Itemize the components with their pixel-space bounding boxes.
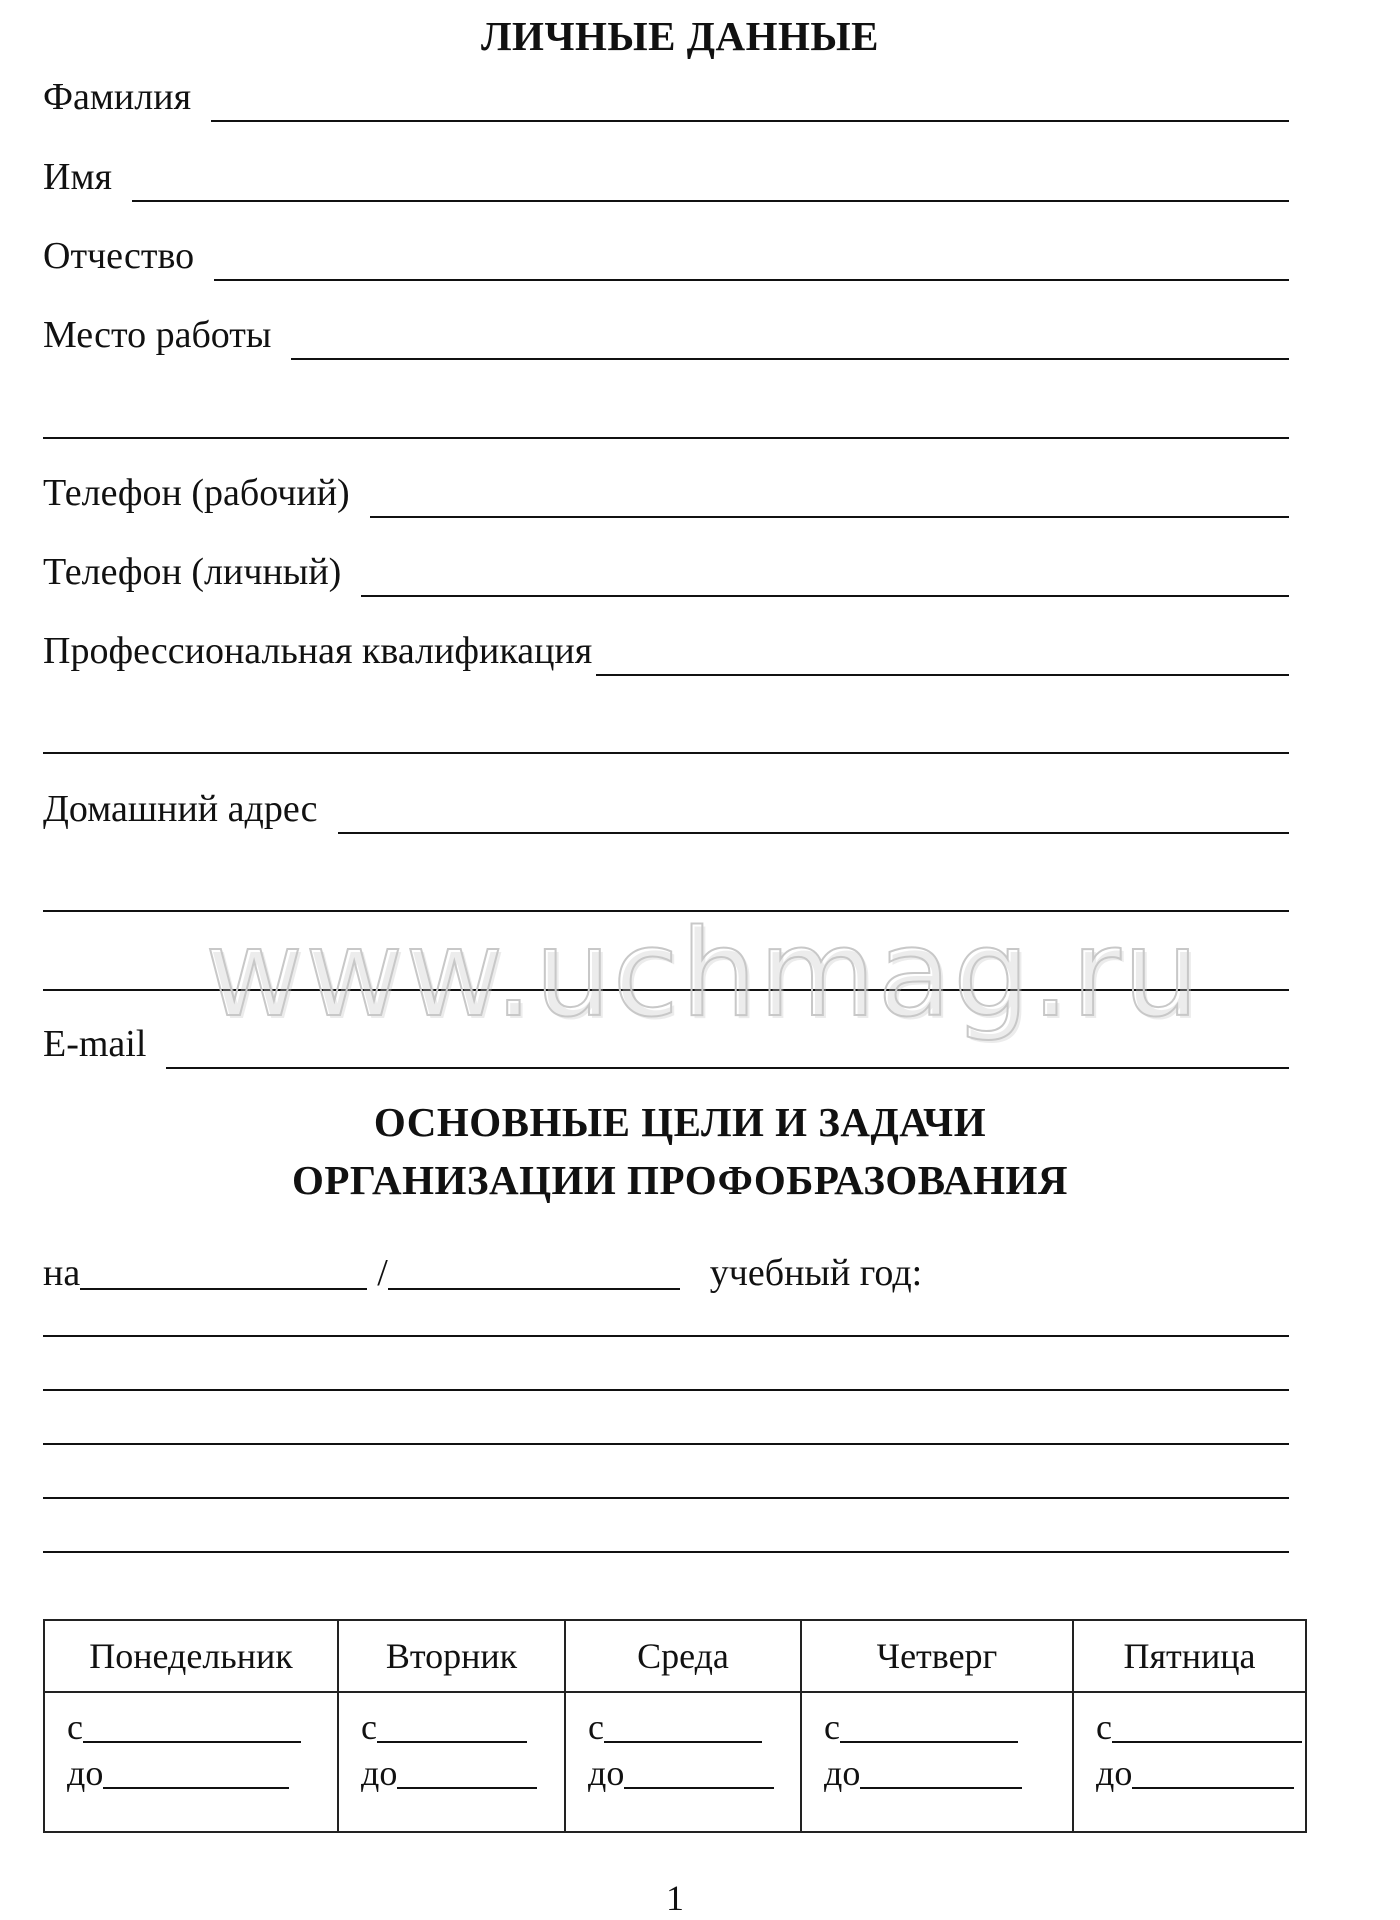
workplace-label: Место работы: [43, 314, 272, 356]
schedule-header-row: [44, 1620, 1306, 1692]
goals-line-1[interactable]: [43, 1335, 1289, 1337]
to-label: до: [824, 1753, 861, 1793]
wednesday-from-field[interactable]: [604, 1739, 762, 1743]
goals-line-5[interactable]: [43, 1551, 1289, 1553]
tuesday-to-field[interactable]: [397, 1785, 537, 1789]
day-header-tuesday: Вторник: [338, 1620, 565, 1692]
from-label: с: [1096, 1707, 1112, 1747]
day-header-thursday: Четверг: [801, 1620, 1073, 1692]
watermark: www.uchmag.ru: [205, 905, 1201, 1044]
email-field[interactable]: [166, 1065, 1289, 1069]
phone-work-field[interactable]: [370, 514, 1289, 518]
phone-personal-field[interactable]: [361, 593, 1289, 597]
name-row: [43, 142, 1289, 202]
email-label: E-mail: [43, 1023, 147, 1065]
thursday-to-field[interactable]: [860, 1785, 1022, 1789]
home-address-field-line-3[interactable]: [43, 989, 1289, 991]
year-prefix: на: [43, 1252, 81, 1294]
surname-field[interactable]: [211, 118, 1289, 122]
schedule-cell-tuesday: [338, 1692, 565, 1832]
goals-title-line1: ОСНОВНЫЕ ЦЕЛИ И ЗАДАЧИ: [373, 1099, 987, 1145]
home-address-field[interactable]: [338, 830, 1290, 834]
qualification-field[interactable]: [596, 672, 1289, 676]
monday-to-field[interactable]: [103, 1785, 289, 1789]
patronymic-row: [43, 221, 1289, 281]
qualification-row: [43, 616, 1289, 676]
to-label: до: [1096, 1753, 1133, 1793]
year-start-field[interactable]: [80, 1280, 367, 1290]
year-suffix: учебный год:: [709, 1252, 923, 1294]
home-address-row: [43, 774, 1289, 834]
year-end-field[interactable]: [388, 1280, 680, 1290]
wednesday-to-field[interactable]: [624, 1785, 774, 1789]
schedule-cell-monday: [44, 1692, 338, 1832]
from-label: с: [588, 1707, 604, 1747]
workplace-field-line-2[interactable]: [43, 437, 1289, 439]
email-row: [43, 1009, 1289, 1069]
surname-row: [43, 62, 1289, 122]
friday-from-field[interactable]: [1112, 1739, 1302, 1743]
goals-line-3[interactable]: [43, 1443, 1289, 1445]
day-header-wednesday: Среда: [565, 1620, 801, 1692]
day-header-monday: Понедельник: [44, 1620, 338, 1692]
home-address-field-line-2[interactable]: [43, 910, 1289, 912]
name-label: Имя: [43, 156, 112, 198]
personal-data-title: ЛИЧНЫЕ ДАННЫЕ: [481, 13, 879, 59]
schedule-cell-friday: [1073, 1692, 1306, 1832]
qualification-field-line-2[interactable]: [43, 752, 1289, 754]
weekly-schedule-table: [43, 1619, 1307, 1833]
academic-year-row: [43, 1238, 922, 1298]
phone-work-row: [43, 458, 1289, 518]
patronymic-label: Отчество: [43, 235, 195, 277]
phone-personal-row: [43, 537, 1289, 597]
name-field[interactable]: [132, 198, 1289, 202]
to-label: до: [361, 1753, 398, 1793]
thursday-from-field[interactable]: [840, 1739, 1018, 1743]
schedule-time-row: [44, 1692, 1306, 1832]
phone-work-label: Телефон (рабочий): [43, 472, 350, 514]
from-label: с: [361, 1707, 377, 1747]
from-label: с: [824, 1707, 840, 1747]
page-number: 1: [666, 1878, 684, 1918]
goals-line-2[interactable]: [43, 1389, 1289, 1391]
schedule-cell-thursday: [801, 1692, 1073, 1832]
surname-label: Фамилия: [43, 76, 192, 118]
phone-personal-label: Телефон (личный): [43, 551, 342, 593]
monday-from-field[interactable]: [83, 1739, 301, 1743]
workplace-row: [43, 300, 1289, 360]
qualification-label: Профессиональная квалификация: [43, 630, 593, 672]
to-label: до: [588, 1753, 625, 1793]
patronymic-field[interactable]: [214, 277, 1289, 281]
from-label: с: [67, 1707, 83, 1747]
year-separator: /: [377, 1252, 388, 1294]
goals-title-line2: ОРГАНИЗАЦИИ ПРОФОБРАЗОВАНИЯ: [291, 1157, 1069, 1203]
home-address-label: Домашний адрес: [43, 788, 318, 830]
friday-to-field[interactable]: [1132, 1785, 1294, 1789]
goals-line-4[interactable]: [43, 1497, 1289, 1499]
schedule-cell-wednesday: [565, 1692, 801, 1832]
day-header-friday: Пятница: [1073, 1620, 1306, 1692]
to-label: до: [67, 1753, 104, 1793]
tuesday-from-field[interactable]: [377, 1739, 527, 1743]
workplace-field[interactable]: [291, 356, 1289, 360]
